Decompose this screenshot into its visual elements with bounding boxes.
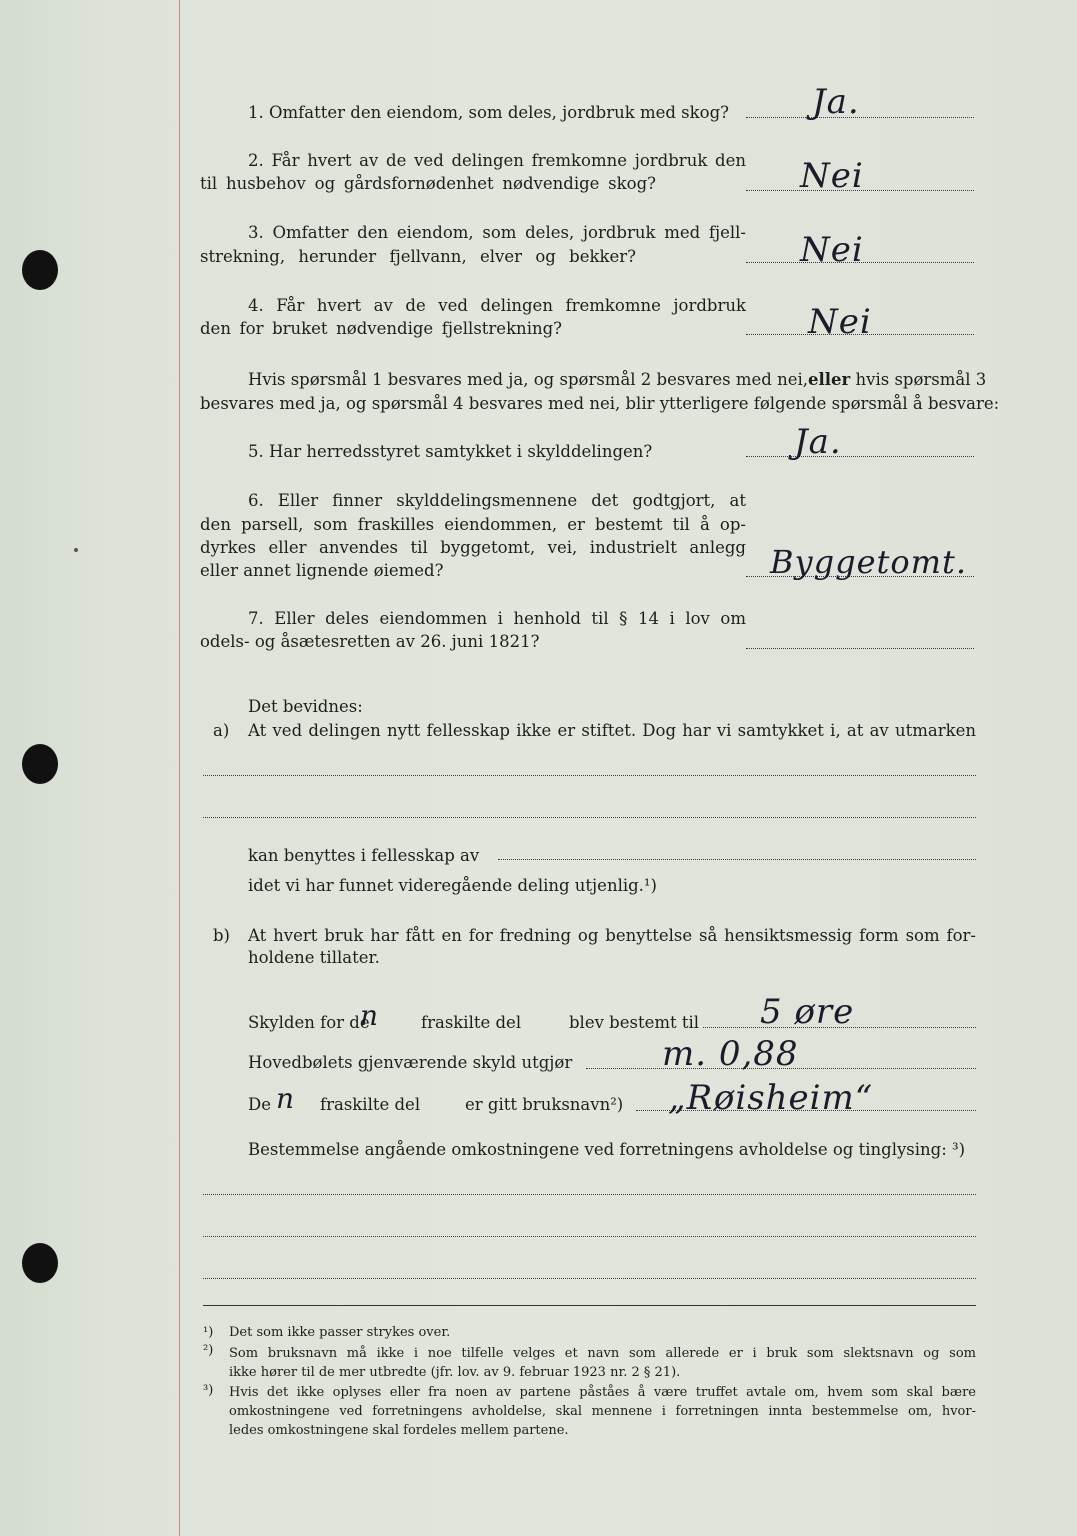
answer-line-1 [746, 117, 974, 118]
question-1: 1. Omfatter den eiendom, som deles, jordbruk med skog? [248, 103, 729, 122]
skyld-answer-3: „Røisheim“ [668, 1078, 874, 1118]
question-7-line2: odels- og åsætesretten av 26. juni 1821? [200, 632, 540, 651]
skyld-l3-c: er gitt bruksnavn²) [465, 1095, 624, 1114]
question-6-line2: den parsell, som fraskilles eiendommen, er bestemt til å op- [200, 515, 746, 534]
footnote-separator [203, 1305, 976, 1306]
skyld-answer-1: 5 øre [760, 992, 855, 1032]
question-4-line1: 4. Får hvert av de ved delingen fremkomne jordbruk [248, 296, 746, 315]
footnote-1-mark: ¹) [203, 1325, 214, 1340]
item-a-label: a) [213, 721, 230, 740]
condition-line2: besvares med ja, og spørsmål 4 besvares med nei, blir ytterligere følgende spørsmål å besvare: [200, 394, 1000, 413]
blank-line-kan [498, 859, 976, 860]
question-2-line2: til husbehov og gårdsfornødenhet nødvendige skog? [200, 174, 656, 193]
skyld-l1-handwritten: n [360, 999, 380, 1032]
blank-line-a2 [203, 817, 976, 818]
footnote-2-line1: Som bruksnavn må ikke i noe tilfelle velges et navn som allerede er i bruk som slektsnavn og som [229, 1346, 976, 1361]
skyld-l1-a: Skylden for de [248, 1013, 370, 1032]
skyld-l3-b: fraskilte del [320, 1095, 421, 1114]
footnote-2-mark: ²) [203, 1343, 214, 1358]
question-3-line2: strekning, herunder fjellvann, elver og bekker? [200, 247, 636, 266]
skyld-answer-2: m. 0,88 [662, 1034, 799, 1074]
idet-text: idet vi har funnet videregående deling utjenlig.¹) [248, 876, 657, 895]
question-7-line1: 7. Eller deles eiendommen i henhold til § 14 i lov om [248, 609, 746, 628]
condition-text-c: hvis spørsmål 3 [855, 370, 987, 389]
item-b-line1: At hvert bruk har fått en for fredning og benyttelse så hensiktsmessig form som for- [248, 926, 976, 945]
question-6-line1: 6. Eller finner skylddelingsmennene det godtgjort, at [248, 491, 746, 510]
answer-line-7 [746, 648, 974, 649]
item-b-label: b) [213, 926, 230, 945]
condition-line1 [248, 370, 987, 390]
footnote-1-line1: Det som ikke passer strykes over. [229, 1325, 451, 1340]
footnote-3-mark: ³) [203, 1383, 214, 1398]
footnote-2-line2: ikke hører til de mer utbredte (jfr. lov. av 9. februar 1923 nr. 2 § 21). [229, 1365, 681, 1380]
bevidnes-heading: Det bevidnes: [248, 697, 363, 716]
answer-2: Nei [800, 156, 864, 196]
kan-benyttes: kan benyttes i fellesskap av [248, 846, 480, 865]
punch-hole-top [22, 250, 58, 290]
answer-4: Nei [808, 302, 872, 342]
red-margin-line [179, 0, 180, 1536]
footnote-3-line2: omkostningene ved forretningens avholdelse, skal mennene i forretningen innta bestemmelse om, hvor- [229, 1404, 976, 1419]
item-b-line2: holdene tillater. [248, 948, 380, 967]
answer-line-5 [746, 456, 974, 457]
question-6-line3: dyrkes eller anvendes til byggetomt, vei, industrielt anlegg [200, 538, 746, 557]
item-a-text: At ved delingen nytt fellesskap ikke er stiftet. Dog har vi samtykket i, at av utmarken [248, 721, 976, 740]
skyld-l3-a: De [248, 1095, 271, 1114]
answer-5: Ja. [794, 422, 842, 462]
footnote-3-line1: Hvis det ikke oplyses eller fra noen av partene påståes å være truffet avtale om, hvem som skal bære [229, 1385, 976, 1400]
skyld-l2: Hovedbølets gjenværende skyld utgjør [248, 1053, 573, 1072]
skyld-l1-b: fraskilte del [421, 1013, 522, 1032]
question-4-line2: den for bruket nødvendige fjellstrekning? [200, 319, 562, 338]
question-2-line1: 2. Får hvert av de ved delingen fremkomne jordbruk den [248, 151, 746, 170]
question-3-line1: 3. Omfatter den eiendom, som deles, jordbruk med fjell- [248, 223, 746, 242]
punch-hole-bottom [22, 1243, 58, 1283]
answer-1: Ja. [812, 82, 860, 122]
answer-3: Nei [800, 230, 864, 270]
skyld-l3-handwritten: n [276, 1082, 296, 1115]
footnote-3-line3: ledes omkostningene skal fordeles mellem partene. [229, 1423, 569, 1438]
blank-line-b3 [203, 1278, 976, 1279]
blank-line-a1 [203, 775, 976, 776]
answer-6: Byggetomt. [770, 543, 967, 581]
skyld-l4: Bestemmelse angående omkostningene ved forretningens avholdelse og tinglysing: ³) [248, 1140, 966, 1159]
condition-text-a: Hvis spørsmål 1 besvares med ja, og spørsmål 2 besvares med nei, [248, 370, 809, 389]
blank-line-b1 [203, 1194, 976, 1195]
punch-hole-middle [22, 744, 58, 784]
blank-line-b2 [203, 1236, 976, 1237]
question-5: 5. Har herredsstyret samtykket i skylddelingen? [248, 442, 653, 461]
speck [74, 548, 78, 552]
condition-bold-eller: eller [808, 370, 851, 389]
question-6-line4: eller annet lignende øiemed? [200, 561, 444, 580]
skyld-l1-c: blev bestemt til [569, 1013, 700, 1032]
